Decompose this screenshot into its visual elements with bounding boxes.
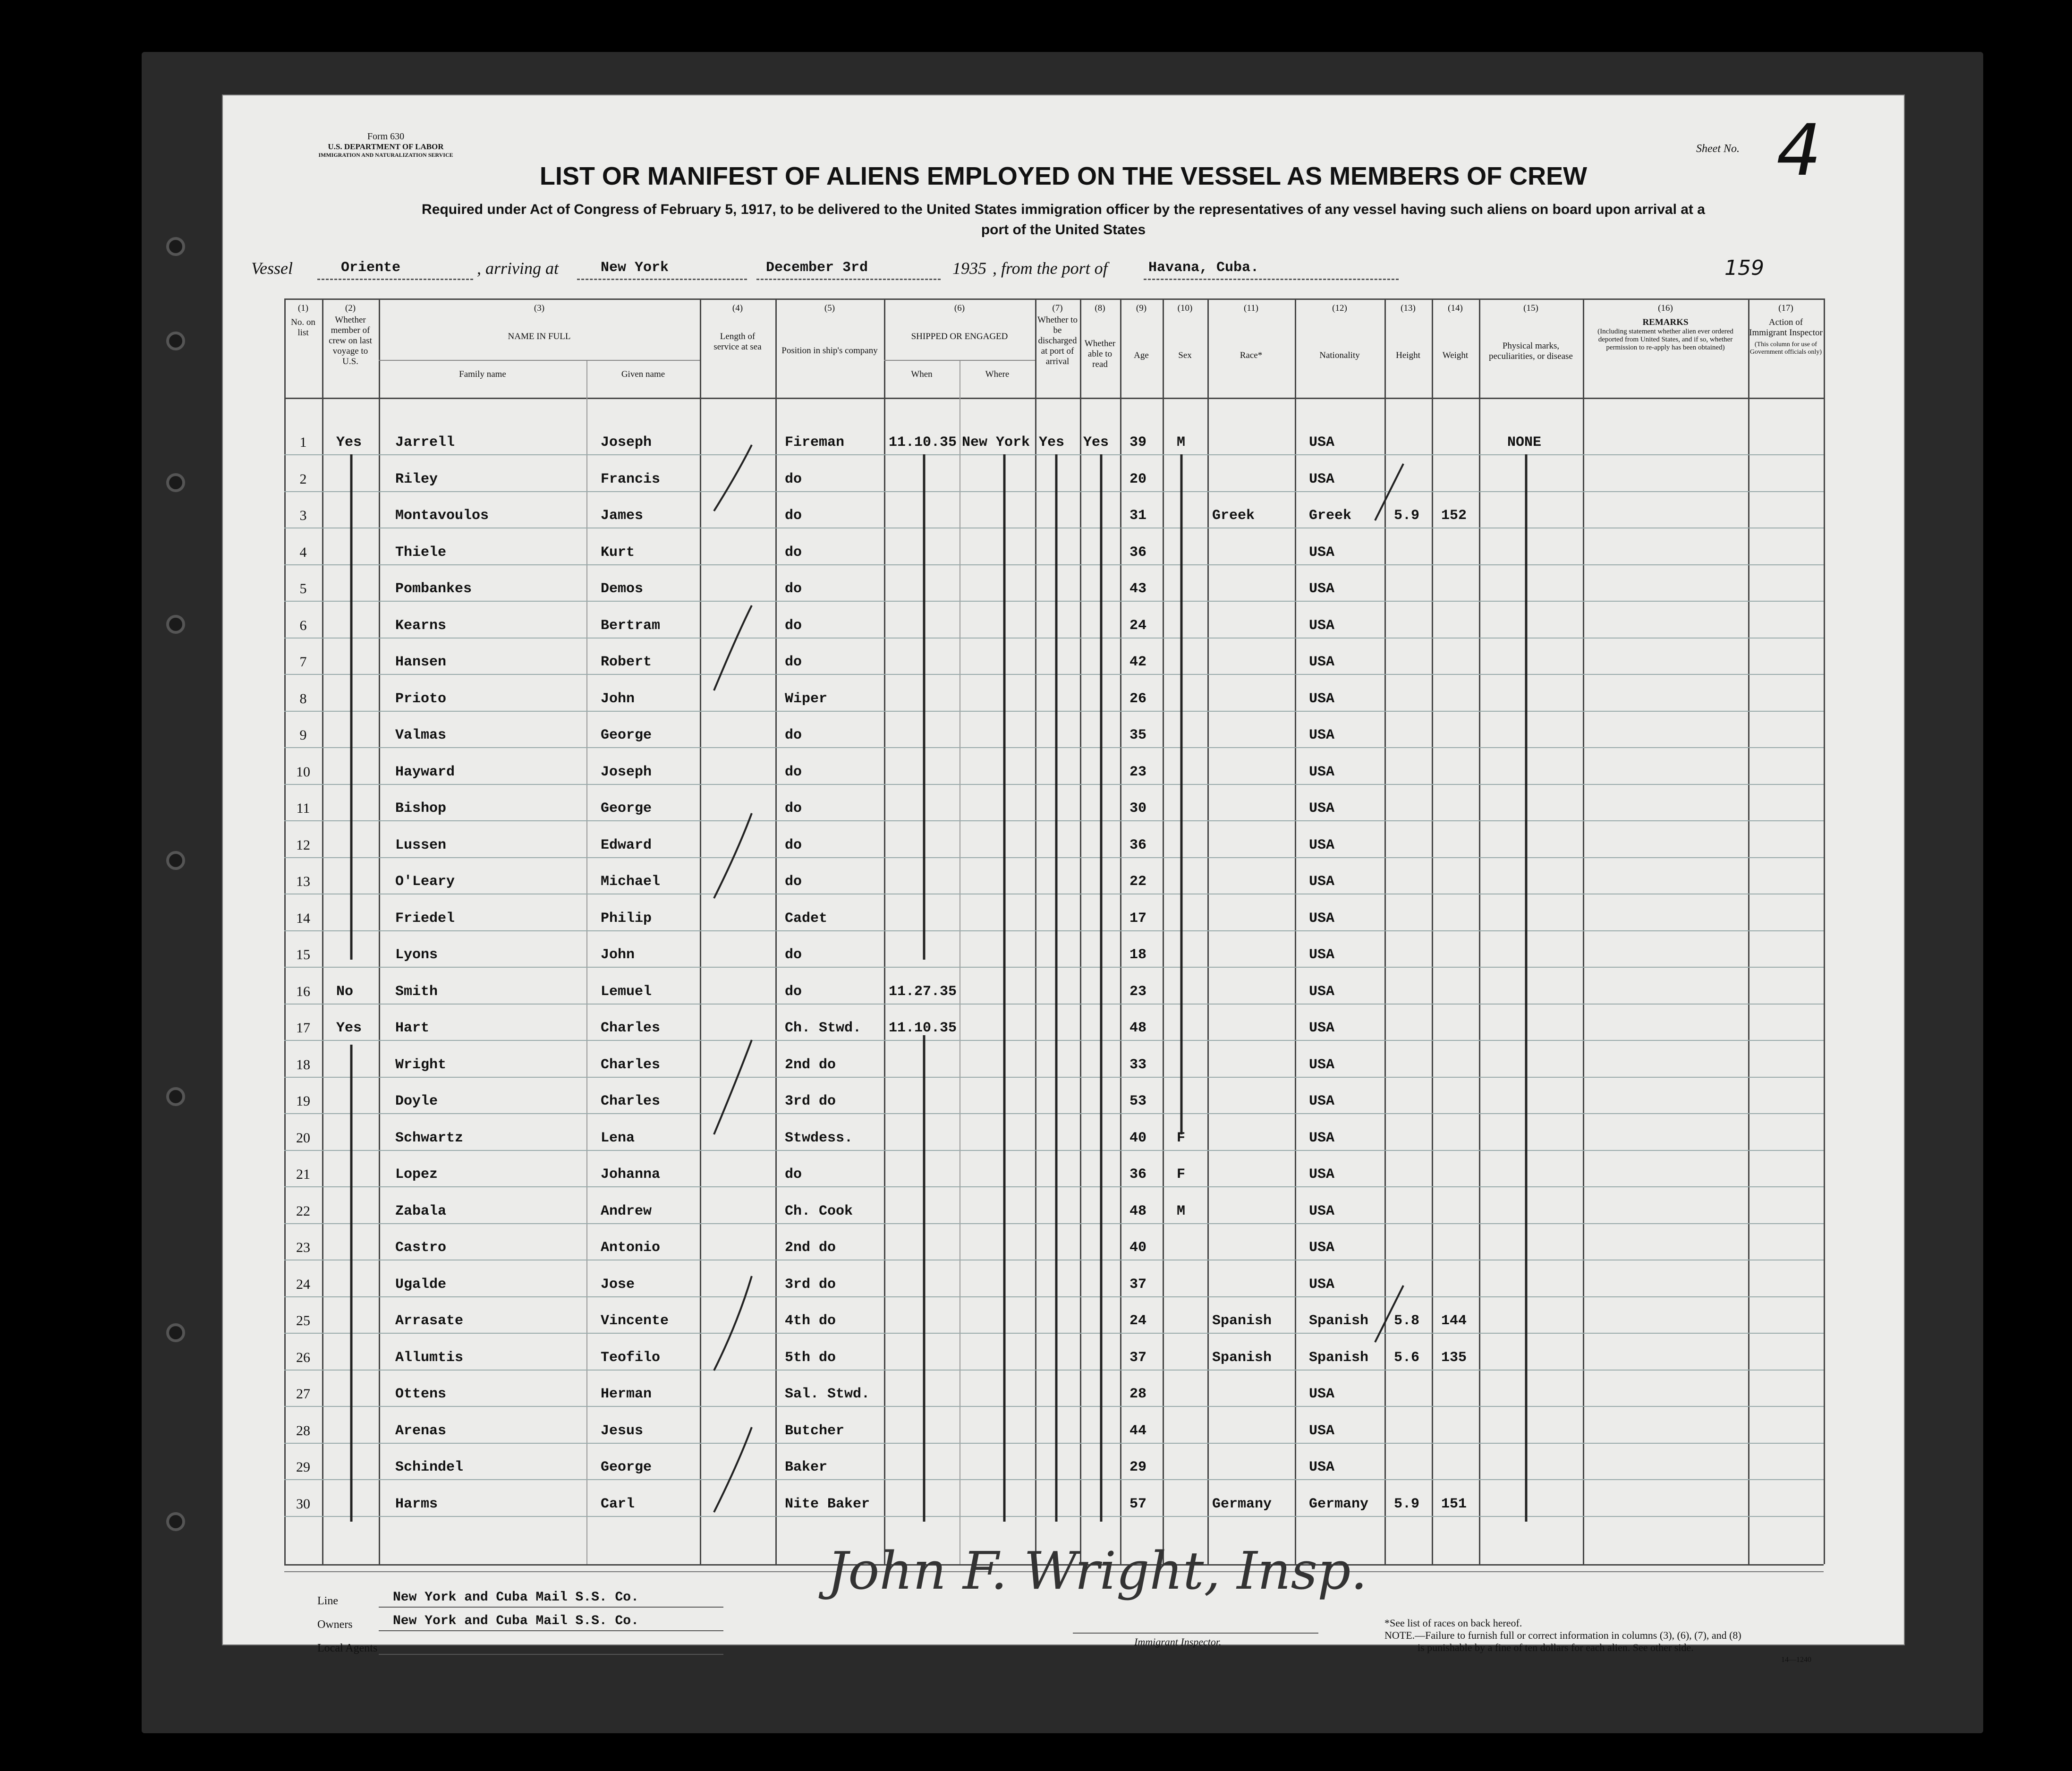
family-name: Thiele [395, 544, 447, 561]
col-15-number: (15) [1523, 303, 1538, 313]
inspector-label: Immigrant Inspector. [1134, 1636, 1222, 1648]
age: 20 [1129, 471, 1147, 487]
nationality: USA [1309, 1130, 1335, 1146]
row-number: 6 [299, 617, 307, 633]
ship-position: Nite Baker [785, 1496, 870, 1512]
ditto-strokes [223, 95, 1904, 1644]
nationality: USA [1309, 1056, 1335, 1073]
row-number: 23 [296, 1240, 310, 1255]
age: 17 [1129, 910, 1147, 927]
col-1-number: (1) [297, 303, 309, 313]
col-3-given-header: Given name [621, 369, 665, 379]
row-number: 17 [296, 1020, 310, 1036]
race: Spanish [1212, 1313, 1272, 1329]
punch-hole [166, 615, 185, 634]
arrival-year: 1935 [952, 259, 986, 278]
col-3-number: (3) [534, 303, 545, 313]
punch-hole [166, 473, 185, 492]
age: 24 [1129, 617, 1147, 634]
ship-position: do [785, 544, 802, 561]
engaged-where: New York [962, 434, 1030, 451]
nationality: USA [1309, 471, 1335, 487]
family-name: Lussen [395, 837, 447, 853]
row-number: 25 [296, 1313, 310, 1328]
nationality: USA [1309, 1020, 1335, 1036]
nationality: USA [1309, 690, 1335, 707]
family-name: Bishop [395, 800, 447, 817]
able-to-read: Yes [1083, 434, 1109, 451]
family-name: Pombankes [395, 581, 472, 597]
family-name: Doyle [395, 1093, 438, 1109]
family-name: Castro [395, 1240, 447, 1256]
races-note: *See list of races on back hereof. [1384, 1617, 1522, 1629]
nationality: USA [1309, 1386, 1335, 1402]
row-number: 18 [296, 1056, 310, 1073]
weight: 152 [1441, 508, 1467, 524]
ship-position: 3rd do [785, 1093, 836, 1109]
ship-position: do [785, 983, 802, 1000]
nationality: USA [1309, 1459, 1335, 1475]
col-13-header: Height [1396, 350, 1420, 360]
age: 30 [1129, 800, 1147, 817]
given-name: Lena [601, 1130, 635, 1146]
race: Greek [1212, 508, 1255, 524]
row-number: 3 [299, 508, 307, 523]
sheet-number: 4 [1776, 110, 1822, 192]
form-number: Form 630 [367, 131, 405, 142]
age: 18 [1129, 947, 1147, 963]
nationality: USA [1309, 1276, 1335, 1293]
given-name: George [601, 727, 652, 743]
col-10-number: (10) [1177, 303, 1193, 313]
col-8-number: (8) [1095, 303, 1105, 313]
nationality: Spanish [1309, 1349, 1369, 1366]
given-name: Francis [601, 471, 661, 487]
sex: M [1177, 434, 1186, 451]
row-number: 22 [296, 1203, 310, 1219]
given-name: John [601, 947, 635, 963]
col-11-header: Race* [1240, 350, 1263, 360]
punch-hole [166, 1323, 185, 1342]
col-17-subheader: (This column for use of Government officials only) [1749, 341, 1822, 356]
given-name: Charles [601, 1056, 661, 1073]
ship-position: Wiper [785, 690, 828, 707]
subtitle-line-2: port of the United States [981, 222, 1146, 238]
engaged-when: 11.10.35 [889, 1020, 957, 1036]
sex: M [1177, 1203, 1186, 1219]
punch-hole [166, 332, 185, 350]
col-14-number: (14) [1448, 303, 1463, 313]
nationality: USA [1309, 983, 1335, 1000]
ship-position: Stwdess. [785, 1130, 853, 1146]
inspector-signature: John F. Wright, Insp. [827, 1541, 1367, 1601]
row-number: 13 [296, 874, 310, 889]
height: 5.9 [1394, 1496, 1420, 1512]
given-name: Johanna [601, 1166, 661, 1183]
given-name: Joseph [601, 764, 652, 780]
col-9-header: Age [1134, 350, 1149, 360]
given-name: James [601, 508, 644, 524]
row-number: 9 [299, 727, 307, 743]
arrival-date: December 3rd [766, 260, 868, 276]
col-4-header: Length of service at sea [713, 332, 762, 352]
family-name: Lopez [395, 1166, 438, 1183]
age: 29 [1129, 1459, 1147, 1475]
given-name: Kurt [601, 544, 635, 561]
nationality: USA [1309, 1203, 1335, 1219]
nationality: USA [1309, 910, 1335, 927]
given-name: Demos [601, 581, 644, 597]
ship-position: 5th do [785, 1349, 836, 1366]
age: 44 [1129, 1422, 1147, 1439]
weight: 144 [1441, 1313, 1467, 1329]
given-name: Charles [601, 1020, 661, 1036]
row-number: 20 [296, 1130, 310, 1146]
col-5-header: Position in ship's company [781, 346, 878, 356]
col-3-family-header: Family name [459, 369, 506, 379]
row-number: 30 [296, 1496, 310, 1512]
row-number: 28 [296, 1422, 310, 1439]
family-name: Allumtis [395, 1349, 464, 1366]
ship-position: do [785, 764, 802, 780]
family-name: Jarrell [395, 434, 455, 451]
age: 37 [1129, 1349, 1147, 1366]
age: 31 [1129, 508, 1147, 524]
row-number: 11 [296, 800, 310, 816]
col-12-header: Nationality [1319, 350, 1360, 360]
given-name: Edward [601, 837, 652, 853]
col-16-header: REMARKS [1642, 317, 1689, 327]
given-name: Antonio [601, 1240, 661, 1256]
ship-position: Ch. Stwd. [785, 1020, 862, 1036]
from-port: Havana, Cuba. [1148, 260, 1259, 276]
nationality: USA [1309, 1422, 1335, 1439]
age: 36 [1129, 1166, 1147, 1183]
col-10-header: Sex [1178, 350, 1192, 360]
service-name: IMMIGRATION AND NATURALIZATION SERVICE [318, 152, 453, 158]
nationality: USA [1309, 874, 1335, 890]
ship-position: Butcher [785, 1422, 845, 1439]
family-name: Ottens [395, 1386, 447, 1402]
family-name: Zabala [395, 1203, 447, 1219]
manifest-sheet [222, 94, 1905, 1664]
age: 40 [1129, 1240, 1147, 1256]
col-11-number: (11) [1244, 303, 1258, 313]
col-2-number: (2) [345, 303, 356, 313]
height: 5.9 [1394, 508, 1420, 524]
ship-position: 2nd do [785, 1240, 836, 1256]
ship-position: do [785, 617, 802, 634]
nationality: USA [1309, 1093, 1335, 1109]
row-number: 1 [299, 434, 307, 450]
nationality: Germany [1309, 1496, 1369, 1512]
given-name: Robert [601, 654, 652, 670]
service-stroke [714, 1276, 752, 1371]
ship-position: do [785, 654, 802, 670]
age: 36 [1129, 544, 1147, 561]
height-stroke [1375, 1286, 1403, 1342]
given-name: Charles [601, 1093, 661, 1109]
col-17-number: (17) [1778, 303, 1793, 313]
crew-last-voyage: Yes [336, 434, 362, 451]
col-16-subheader: (Including statement whether alien ever ordered deported from United States, and if so, whether permission to re-apply has been obtained) [1597, 328, 1733, 351]
ship-position: do [785, 837, 802, 853]
col-2-header: Whether member of crew on last voyage to U.S. [329, 315, 372, 366]
fine-note-line-2: is punishable by a fine of ten dollars for each alien. See other side. [1418, 1642, 1694, 1653]
col-6-number: (6) [954, 303, 965, 313]
owners-fill-line [379, 1630, 723, 1631]
ship-position: 2nd do [785, 1056, 836, 1073]
nationality: USA [1309, 654, 1335, 670]
family-name: Hayward [395, 764, 455, 780]
col-9-number: (9) [1136, 303, 1147, 313]
given-name: Joseph [601, 434, 652, 451]
col-17-header: Action of Immigrant Inspector [1749, 317, 1823, 338]
nationality: Greek [1309, 508, 1352, 524]
family-name: Arenas [395, 1422, 447, 1439]
age: 42 [1129, 654, 1147, 670]
punch-hole [166, 237, 185, 256]
age: 35 [1129, 727, 1147, 743]
nationality: USA [1309, 727, 1335, 743]
col-7-header: Whether to be discharged at port of arrival [1037, 315, 1078, 366]
agents-fill-line [379, 1654, 723, 1655]
family-name: Schwartz [395, 1130, 464, 1146]
nationality: Spanish [1309, 1313, 1369, 1329]
age: 39 [1129, 434, 1147, 451]
row-number: 15 [296, 947, 310, 962]
nationality: USA [1309, 1166, 1335, 1183]
given-name: Carl [601, 1496, 635, 1512]
family-name: Arrasate [395, 1313, 464, 1329]
family-name: Smith [395, 983, 438, 1000]
row-number: 8 [299, 690, 307, 707]
engaged-when: 11.27.35 [889, 983, 957, 1000]
punch-hole [166, 851, 185, 870]
nationality: USA [1309, 837, 1335, 853]
age: 26 [1129, 690, 1147, 707]
row-number: 4 [299, 544, 307, 560]
age: 57 [1129, 1496, 1147, 1512]
service-stroke [714, 1427, 752, 1512]
row-number: 27 [296, 1386, 310, 1402]
service-stroke [714, 445, 752, 511]
ship-position: do [785, 947, 802, 963]
ship-position: do [785, 727, 802, 743]
nationality: USA [1309, 1240, 1335, 1256]
ship-position: 3rd do [785, 1276, 836, 1293]
row-number: 19 [296, 1093, 310, 1109]
ship-position: 4th do [785, 1313, 836, 1329]
crew-last-voyage: Yes [336, 1020, 362, 1036]
age: 23 [1129, 764, 1147, 780]
col-3-header: NAME IN FULL [508, 332, 571, 341]
ship-position: do [785, 1166, 802, 1183]
col-6-header: SHIPPED OR ENGAGED [911, 332, 1008, 341]
given-name: Herman [601, 1386, 652, 1402]
punch-hole [166, 1087, 185, 1106]
family-name: Lyons [395, 947, 438, 963]
given-name: Jose [601, 1276, 635, 1293]
col-8-header: Whether able to read [1084, 339, 1116, 369]
row-number: 16 [296, 983, 310, 999]
given-name: Andrew [601, 1203, 652, 1219]
service-stroke [714, 605, 752, 690]
age: 48 [1129, 1020, 1147, 1036]
vessel-label: Vessel [251, 259, 293, 278]
ship-position: Sal. Stwd. [785, 1386, 870, 1402]
discharged-at-arrival: Yes [1039, 434, 1065, 451]
family-name: Schindel [395, 1459, 464, 1475]
sex: F [1177, 1166, 1186, 1183]
nationality: USA [1309, 617, 1335, 634]
ship-position: Cadet [785, 910, 828, 927]
age: 40 [1129, 1130, 1147, 1146]
row-number: 14 [296, 910, 310, 926]
arriving-label: , arriving at [477, 259, 559, 278]
ship-position: Fireman [785, 434, 845, 451]
ship-position: do [785, 508, 802, 524]
col-6-where-header: Where [985, 369, 1010, 379]
engaged-when: 11.10.35 [889, 434, 957, 451]
family-name: Wright [395, 1056, 447, 1073]
col-4-number: (4) [732, 303, 743, 313]
inspector-fill-line [1073, 1633, 1318, 1634]
physical-marks: NONE [1507, 434, 1542, 451]
col-5-number: (5) [824, 303, 835, 313]
height: 5.8 [1394, 1313, 1420, 1329]
weight: 151 [1441, 1496, 1467, 1512]
ship-position: Ch. Cook [785, 1203, 853, 1219]
row-number: 2 [299, 471, 307, 487]
ship-position: Baker [785, 1459, 828, 1475]
sex: F [1177, 1130, 1186, 1146]
local-agents-label: Local Agents [317, 1642, 378, 1654]
family-name: Valmas [395, 727, 447, 743]
age: 28 [1129, 1386, 1147, 1402]
nationality: USA [1309, 947, 1335, 963]
department-name: U.S. DEPARTMENT OF LABOR [328, 142, 444, 151]
fine-note-line-1: NOTE.—Failure to furnish full or correct information in columns (3), (6), (7), and (8) [1384, 1629, 1741, 1641]
col-13-number: (13) [1401, 303, 1416, 313]
given-name: Jesus [601, 1422, 644, 1439]
age: 48 [1129, 1203, 1147, 1219]
family-name: Hansen [395, 654, 447, 670]
punch-hole [166, 1512, 185, 1531]
age: 33 [1129, 1056, 1147, 1073]
ship-position: do [785, 874, 802, 890]
nationality: USA [1309, 800, 1335, 817]
given-name: Philip [601, 910, 652, 927]
given-name: John [601, 690, 635, 707]
owners-value: New York and Cuba Mail S.S. Co. [393, 1614, 639, 1628]
row-number: 26 [296, 1349, 310, 1365]
col-12-number: (12) [1332, 303, 1347, 313]
vessel-name: Oriente [341, 260, 401, 276]
row-number: 7 [299, 654, 307, 670]
row-number: 21 [296, 1166, 310, 1182]
given-name: Vincente [601, 1313, 669, 1329]
age: 36 [1129, 837, 1147, 853]
family-name: Kearns [395, 617, 447, 634]
family-name: Montavoulos [395, 508, 489, 524]
given-name: George [601, 800, 652, 817]
age: 53 [1129, 1093, 1147, 1109]
race: Germany [1212, 1496, 1272, 1512]
family-name: Riley [395, 471, 438, 487]
age: 22 [1129, 874, 1147, 890]
height: 5.6 [1394, 1349, 1420, 1366]
col-14-header: Weight [1442, 350, 1469, 360]
subtitle-line-1: Required under Act of Congress of February 5, 1917, to be delivered to the United States immigration officer by the representatives of any vessel having such aliens on board upon arrival at a [422, 202, 1705, 217]
age: 23 [1129, 983, 1147, 1000]
family-name: Prioto [395, 690, 447, 707]
nationality: USA [1309, 764, 1335, 780]
given-name: George [601, 1459, 652, 1475]
sheet-label: Sheet No. [1696, 143, 1740, 155]
row-number: 12 [296, 837, 310, 853]
col-6-when-header: When [911, 369, 933, 379]
row-number: 24 [296, 1276, 310, 1292]
weight: 135 [1441, 1349, 1467, 1366]
nationality: USA [1309, 581, 1335, 597]
age: 37 [1129, 1276, 1147, 1293]
stamp-number: 159 [1724, 256, 1764, 280]
ship-position: do [785, 581, 802, 597]
col-15-header: Physical marks, peculiarities, or disease [1489, 341, 1573, 361]
family-name: Friedel [395, 910, 455, 927]
family-name: O'Leary [395, 874, 455, 890]
col-7-number: (7) [1052, 303, 1063, 313]
race: Spanish [1212, 1349, 1272, 1366]
row-number: 10 [296, 764, 310, 780]
given-name: Michael [601, 874, 661, 890]
arrival-port: New York [601, 260, 669, 276]
line-label: Line [317, 1595, 338, 1607]
nationality: USA [1309, 434, 1335, 451]
height-stroke [1375, 464, 1403, 520]
service-stroke [714, 813, 752, 898]
ship-position: do [785, 471, 802, 487]
crew-last-voyage: No [336, 983, 354, 1000]
age: 24 [1129, 1313, 1147, 1329]
from-port-label: , from the port of [993, 259, 1108, 278]
family-name: Harms [395, 1496, 438, 1512]
nationality: USA [1309, 544, 1335, 561]
col-1-header: No. on list [291, 317, 315, 338]
row-number: 29 [296, 1459, 310, 1475]
line-value: New York and Cuba Mail S.S. Co. [393, 1590, 639, 1605]
line-fill-line [379, 1607, 723, 1608]
print-code: 14—1240 [1781, 1656, 1811, 1664]
family-name: Hart [395, 1020, 430, 1036]
family-name: Ugalde [395, 1276, 447, 1293]
given-name: Bertram [601, 617, 661, 634]
ship-position: do [785, 800, 802, 817]
owners-label: Owners [317, 1618, 353, 1631]
given-name: Lemuel [601, 983, 652, 1000]
age: 43 [1129, 581, 1147, 597]
col-16-number: (16) [1658, 303, 1673, 313]
page-title: LIST OR MANIFEST OF ALIENS EMPLOYED ON THE VESSEL AS MEMBERS OF CREW [539, 162, 1588, 190]
service-stroke [714, 1040, 752, 1134]
given-name: Teofilo [601, 1349, 661, 1366]
row-number: 5 [299, 581, 307, 596]
